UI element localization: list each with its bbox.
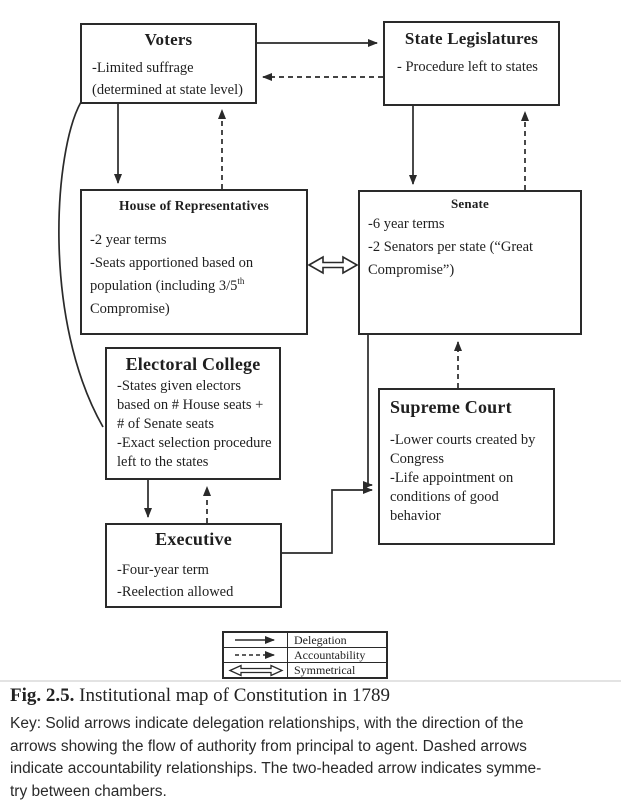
figure-key-text	[10, 713, 616, 803]
key-line: arrows showing the flow of authority from principal to agent. Dashed arrows	[10, 737, 527, 755]
key-line: indicate accountability relationships. The two-headed arrow indicates symme-	[10, 760, 542, 777]
box-electoral-college-title: Electoral College	[125, 354, 261, 374]
box-supreme-court-title: Supreme Court	[390, 397, 512, 417]
box-house-title: House of Representatives	[118, 198, 270, 213]
figure-bottom-edge	[0, 680, 621, 682]
symmetrical-arrow-house-senate	[309, 257, 357, 273]
three-fifths-superscript: th	[237, 276, 245, 287]
box-house-line: -2 year terms	[90, 232, 167, 248]
legend-label: Accountability	[294, 647, 366, 662]
box-senate-line: Compromise”)	[368, 262, 455, 278]
box-senate-title: Senate	[450, 196, 490, 211]
box-voters-line: (determined at state level)	[92, 82, 243, 98]
box-house-line: population (including 3/5th	[90, 276, 245, 294]
legend-label: Symmetrical	[294, 662, 356, 677]
key-line: try between chambers.	[10, 782, 167, 800]
box-supreme-court-line: -Life appointment on	[390, 470, 514, 486]
solid-arrow-icon	[224, 633, 288, 647]
box-executive-line: -Four-year term	[117, 562, 209, 578]
box-electoral-college-line: -States given electors	[117, 378, 242, 394]
legend-row-delegation	[224, 633, 386, 647]
box-supreme-court-line: Congress	[390, 451, 444, 467]
box-senate-line: -6 year terms	[368, 216, 445, 232]
legend-label: Delegation	[294, 632, 347, 647]
legend-table	[222, 631, 388, 679]
box-senate	[358, 190, 582, 335]
box-house-line: Compromise)	[90, 301, 170, 317]
box-supreme-court-line: conditions of good	[390, 489, 499, 505]
box-executive	[105, 523, 282, 608]
box-executive-line: -Reelection allowed	[117, 584, 234, 600]
arrow-executive-to-supremecourt	[282, 490, 372, 553]
box-supreme-court	[378, 388, 555, 545]
box-house-line: -Seats apportioned based on	[90, 255, 254, 271]
box-state-legislatures-title: State Legislatures	[404, 29, 539, 48]
figure-title: Institutional map of Constitution in 1789	[74, 685, 390, 706]
key-line: Key: Solid arrows indicate delegation relationships, with the direction of the	[10, 715, 524, 732]
box-supreme-court-line: behavior	[390, 508, 441, 524]
legend-row-accountability	[224, 647, 386, 662]
box-electoral-college-line: # of Senate seats	[117, 416, 215, 432]
arrow-senate-to-supremecourt	[368, 335, 372, 485]
box-voters-title: Voters	[144, 30, 193, 49]
box-voters-line: -Limited suffrage	[92, 60, 194, 76]
legend-row-symmetrical	[224, 662, 386, 677]
box-supreme-court-line: -Lower courts created by	[390, 432, 536, 448]
box-electoral-college-line: -Exact selection procedure	[117, 435, 272, 451]
box-electoral-college-line: based on # House seats +	[117, 397, 264, 413]
box-state-legislatures	[383, 21, 560, 106]
figure-caption	[10, 685, 610, 707]
double-arrow-icon	[224, 663, 288, 677]
box-voters	[80, 23, 257, 104]
box-electoral-college-line: left to the states	[117, 454, 209, 470]
box-state-legislatures-line: - Procedure left to states	[397, 59, 538, 75]
figure-number: Fig. 2.5.	[10, 685, 75, 706]
box-electoral-college	[105, 347, 281, 480]
box-senate-line: -2 Senators per state (“Great	[368, 239, 534, 255]
box-executive-title: Executive	[155, 529, 232, 549]
box-house-of-representatives	[80, 189, 308, 335]
dashed-arrow-icon	[224, 648, 288, 662]
